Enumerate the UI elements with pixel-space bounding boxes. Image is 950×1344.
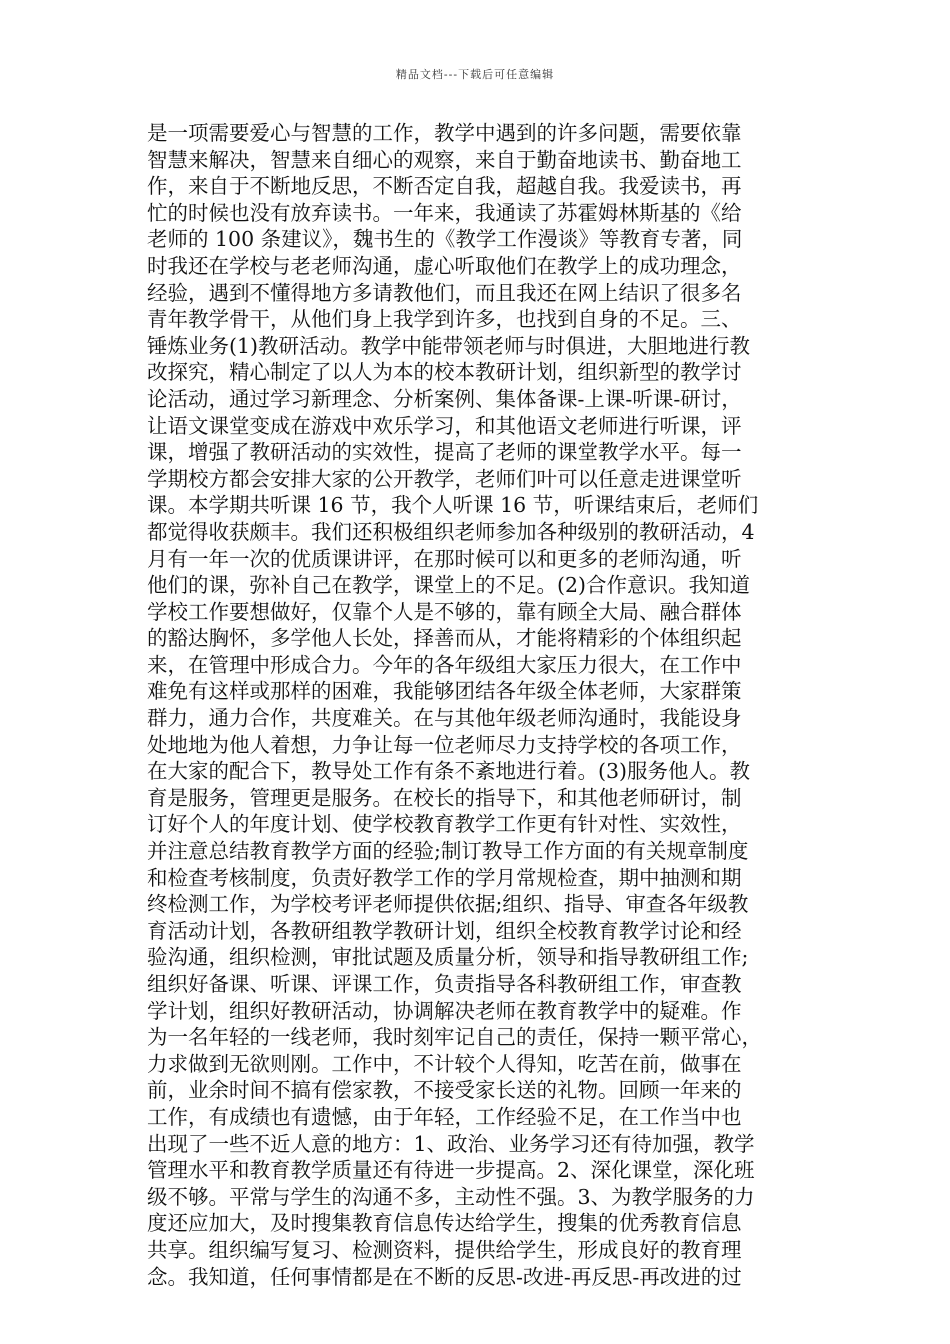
body-text-line: 育是服务，管理更是服务。在校长的指导下，和其他老师研讨，制 (147, 785, 742, 810)
body-text-line: 学校工作要想做好，仅靠个人是不够的，靠有顾全大局、融合群体 (147, 599, 742, 624)
body-text-line: 为一名年轻的一线老师，我时刻牢记自己的责任，保持一颗平常心， (147, 1025, 762, 1050)
body-text (147, 120, 809, 1290)
body-text-line: 改探究，精心制定了以人为本的校本教研计划，组织新型的教学讨 (147, 360, 742, 385)
body-text-line: 月有一年一次的优质课讲评，在那时候可以和更多的老师沟通，听 (147, 546, 742, 571)
body-text-line: 来，在管理中形成合力。今年的各年级组大家压力很大，在工作中 (147, 652, 742, 677)
body-text-line: 论活动，通过学习新理念、分析案例、集体备课-上课-听课-研讨， (147, 386, 742, 411)
body-text-line: 和检查考核制度，负责好教学工作的学月常规检查，期中抽测和期 (147, 865, 742, 890)
body-text-line: 时我还在学校与老老师沟通，虚心听取他们在教学上的成功理念， (147, 253, 742, 278)
body-text-line: 是一项需要爱心与智慧的工作，教学中遇到的许多问题，需要依靠 (147, 121, 742, 145)
body-text-line: 度还应加大，及时搜集教育信息传达给学生，搜集的优秀教育信息 (147, 1211, 742, 1236)
body-text-line: 课。本学期共听课 16 节，我个人听课 16 节，听课结束后，老师们 (147, 493, 759, 518)
body-text-line: 忙的时候也没有放弃读书。一年来，我通读了苏霍姆林斯基的《给 (147, 200, 742, 225)
body-text-line: 处地地为他人着想，力争让每一位老师尽力支持学校的各项工作， (147, 732, 742, 757)
body-text-line: 共享。组织编写复习、检测资料，提供给学生，形成良好的教育理 (147, 1237, 742, 1262)
body-text-line: 智慧来解决，智慧来自细心的观察，来自于勤奋地读书、勤奋地工 (147, 147, 742, 172)
body-text-line: 在大家的配合下，教导处工作有条不紊地进行着。(3)服务他人。教 (147, 759, 751, 784)
body-text-line: 工作，有成绩也有遗憾，由于年轻，工作经验不足，在工作当中也 (147, 1104, 742, 1129)
body-text-line: 终检测工作，为学校考评老师提供依据;组织、指导、审查各年级教 (147, 892, 749, 917)
body-text-line: 老师的 100 条建议》，魏书生的《教学工作漫谈》等教育专著，同 (147, 227, 743, 252)
body-text-line: 念。我知道，任何事情都是在不断的反思-改进-再反思-再改进的过 (147, 1264, 742, 1289)
body-text-line: 他们的课，弥补自己在教学，课堂上的不足。(2)合作意识。我知道 (147, 573, 751, 598)
body-text-line: 难免有这样或那样的困难，我能够团结各年级全体老师，大家群策 (147, 679, 742, 704)
body-text-line: 出现了一些不近人意的地方：1、政治、业务学习还有待加强，教学 (147, 1131, 755, 1156)
body-text-line: 青年教学骨干，从他们身上我学到许多，也找到自身的不足。三、 (147, 307, 742, 332)
body-text-line: 作，来自于不断地反思，不断否定自我，超越自我。我爱读书，再 (147, 174, 742, 199)
body-text-line: 订好个人的年度计划、使学校教育教学工作更有针对性、实效性， (147, 812, 742, 837)
body-text-line: 锤炼业务(1)教研活动。教学中能带领老师与时俱进，大胆地进行教 (147, 333, 751, 358)
body-text-line: 学期校方都会安排大家的公开教学，老师们叶可以任意走进课堂听 (147, 466, 742, 491)
body-text-line: 课，增强了教研活动的实效性，提高了老师的课堂教学水平。每一 (147, 440, 742, 465)
body-text-line: 力求做到无欲则刚。工作中，不计较个人得知，吃苦在前，做事在 (147, 1051, 742, 1076)
body-text-line: 经验，遇到不懂得地方多请教他们，而且我还在网上结识了很多名 (147, 280, 742, 305)
body-text-line: 组织好备课、听课、评课工作，负责指导各科教研组工作，审查教 (147, 972, 742, 996)
body-text-line: 学计划，组织好教研活动，协调解决老师在教育教学中的疑难。作 (147, 998, 742, 1023)
page-header: 精品文档---下载后可任意编辑 (395, 68, 555, 81)
body-text-line: 验沟通，组织检测，审批试题及质量分析，领导和指导教研组工作; (147, 945, 749, 970)
body-text-line: 级不够。平常与学生的沟通不多，主动性不强。3、为教学服务的力 (147, 1184, 755, 1209)
body-text-line: 并注意总结教育教学方面的经验;制订教导工作方面的有关规章制度 (147, 839, 749, 864)
body-text-line: 让语文课堂变成在游戏中欢乐学习，和其他语文老师进行听课，评 (147, 413, 742, 438)
body-text-line: 都觉得收获颇丰。我们还积极组织老师参加各种级别的教研活动，4 (147, 519, 755, 544)
body-text-line: 管理水平和教育教学质量还有待进一步提高。2、深化课堂，深化班 (147, 1158, 755, 1183)
body-text-line: 前，业余时间不搞有偿家教，不接受家长送的礼物。回顾一年来的 (147, 1078, 742, 1103)
body-text-line: 育活动计划，各教研组教学教研计划，组织全校教育教学讨论和经 (147, 918, 742, 943)
body-text-line: 群力，通力合作，共度难关。在与其他年级老师沟通时，我能设身 (147, 706, 742, 731)
body-text-line: 的豁达胸怀，多学他人长处，择善而从，才能将精彩的个体组织起 (147, 626, 742, 651)
